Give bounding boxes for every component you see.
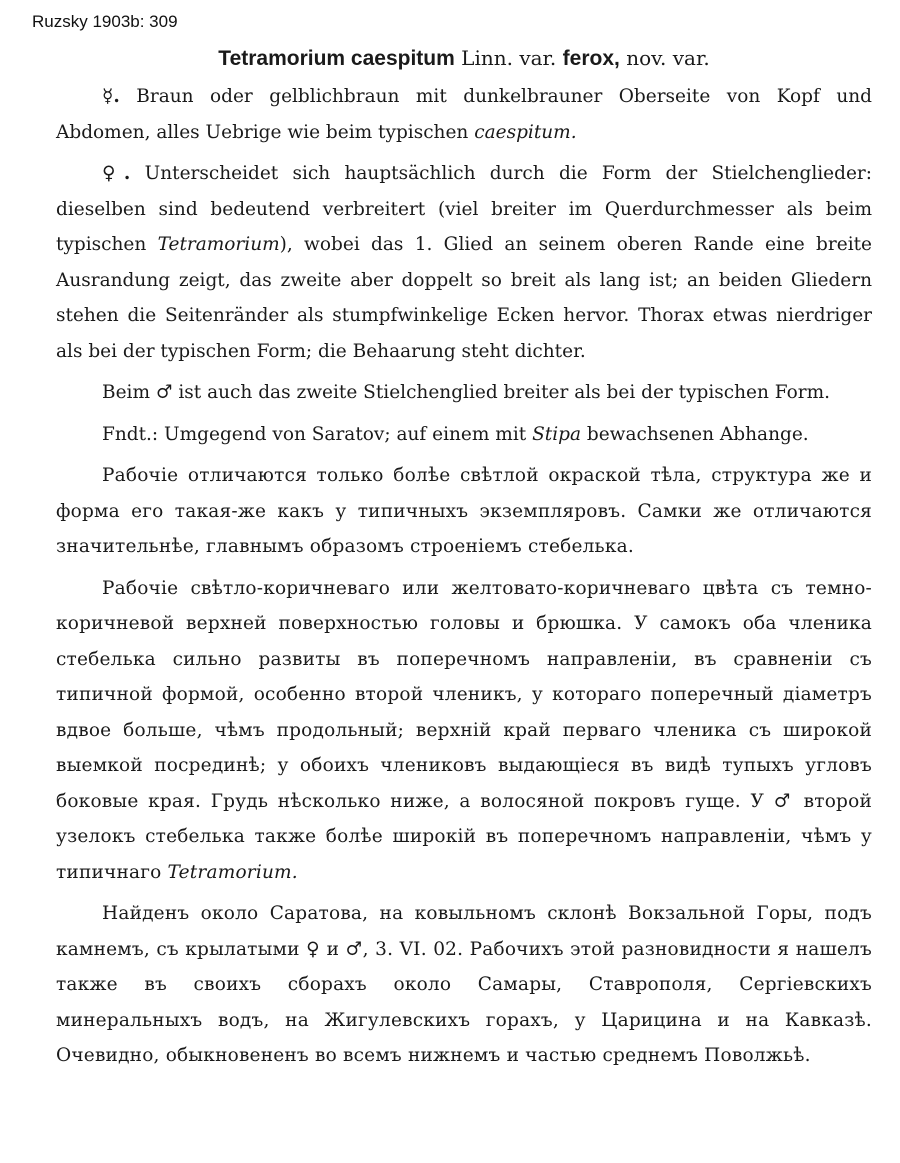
male-symbol: ♂ [155,382,173,403]
female-text-1: Unterscheidet sich hauptsächlich durch die Form der Stielchenglieder: dieselben sind bedeutend verbreitert (viel breiter im Querdurchmesser als beim typischen [56,163,872,255]
taxon-rank: var. [519,46,557,70]
taxon-status: nov. var. [626,46,710,70]
worker-symbol: ☿. [102,86,120,107]
locality-text-2: bewachsenen Abhange. [586,423,809,445]
female-italic: Tetramorium [157,234,280,255]
ru-p2-text-1: Рабочіе свѣтло-коричневаго или желтовато-коричневаго цвѣта съ темно-коричневой верхней поверхностью головы и брюшка. У самокъ оба членика стебелька сильно развиты въ поперечномъ направленіи, въ сравненіи съ типичной формой, особенно второй членикъ, у котораго поперечный діаметръ вдвое больше, чѣмъ продольный; верхній край перваго членика съ широкой выемкой посрединѣ; у обоихъ члениковъ выдающіеся въ видѣ тупыхъ угловъ боковые края. Грудь нѣсколько ниже, а волосяной покровъ гуще. У [56,577,872,812]
russian-paragraph-2 [56,571,872,891]
ru-p2-male-symbol: ♂ [773,790,795,812]
ru-p3-text-2: , 3. VI. 02. Рабочихъ этой разновидности я нашелъ также въ своихъ сборахъ около Самары, Ставрополя, Сергіевскихъ минеральныхъ водъ, на Жигулевскихъ горахъ, у Царицина и на Кавказѣ. Очевидно, обыкновененъ во всемъ нижнемъ и частью среднемъ Поволжьѣ. [56,938,872,1066]
locality-italic: Stipa [532,423,581,445]
worker-italic: caespitum. [474,121,577,143]
german-male-paragraph [56,375,872,411]
worker-text: Braun oder gelblichbraun mit dunkelbrauner Oberseite von Kopf und Abdomen, alles Uebrige wie beim typischen [56,86,872,143]
ru-p3-and: и [326,938,340,960]
german-female-paragraph [56,156,872,369]
ru-p3-male-symbol: ♂ [345,938,363,960]
taxon-title [56,40,872,77]
german-worker-paragraph [56,79,872,150]
taxon-author: Linn. [461,46,513,70]
ru-p2-italic: Tetramorium. [167,861,298,883]
ru-p3-female-symbol: ♀ [306,938,321,960]
russian-paragraph-3 [56,896,872,1074]
ru-p2-text-2: второй узелокъ стебелька также болѣе широкій въ поперечномъ направленіи, чѣмъ у типичнаго [56,790,872,883]
document-page [56,36,872,1080]
german-locality-paragraph [56,417,872,453]
locality-text-1: Fndt.: Umgegend von Saratov; auf einem mit [102,423,527,445]
variety-name: ferox, [562,47,620,70]
taxon-name: Tetramorium caespitum [218,47,455,70]
russian-paragraph-1: Рабочіе отличаются только болѣе свѣтлой окраской тѣла, структура же и форма его такая-же какъ у типичныхъ экземпляровъ. Самки же отличаются значительнѣе, главнымъ образомъ строеніемъ стебелька. [56,465,872,557]
female-symbol: ♀. [102,163,131,184]
ru-p3-text-1: Найденъ около Саратова, на ковыльномъ склонѣ Вокзальной Горы, подъ камнемъ, съ крылатыми [56,903,872,960]
citation-label: Ruzsky 1903b: 309 [32,12,178,31]
male-text: ist auch das zweite Stielchenglied breiter als bei der typischen Form. [178,382,831,403]
male-prefix: Beim [102,382,151,403]
female-text-2: ), wobei das 1. Glied an seinem oberen Rande eine breite Ausrandung zeigt, das zweite aber doppelt so breit als lang ist; an beiden Gliedern stehen die Seitenränder als stumpfwinkelige Ecken hervor. Thorax etwas nierdriger als bei der typischen Form; die Behaarung steht dichter. [56,234,872,362]
